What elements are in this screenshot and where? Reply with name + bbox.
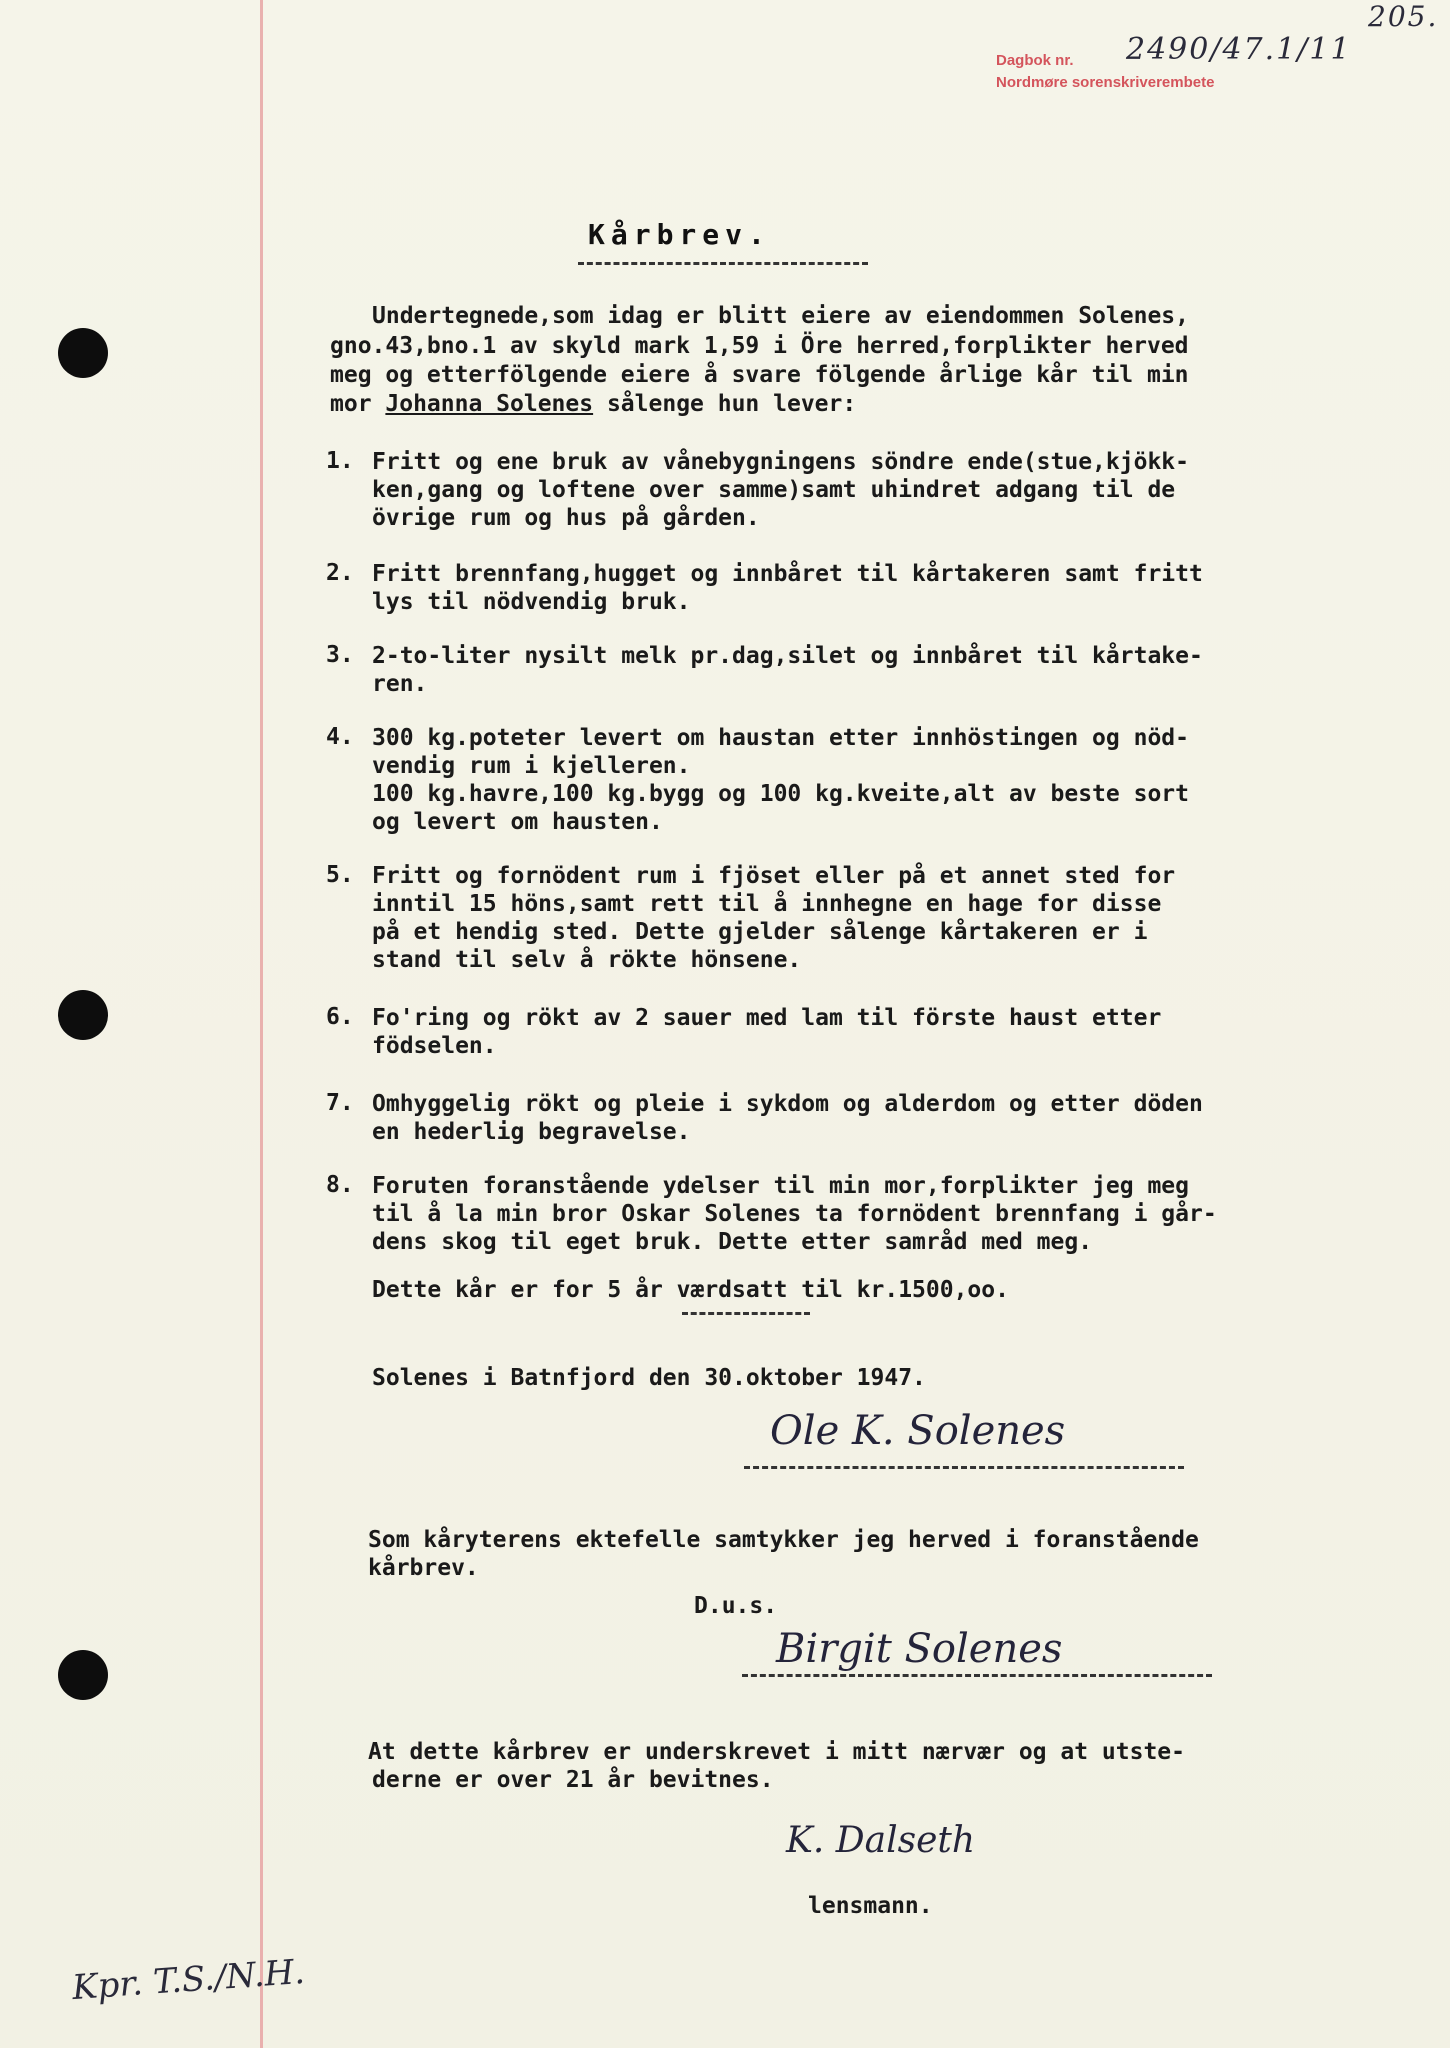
item-line: ren.: [372, 671, 428, 697]
item-number: 5.: [326, 862, 354, 888]
item-line: en hederlig begravelse.: [372, 1119, 691, 1145]
valuation-rule: [682, 1312, 810, 1315]
item-number: 7.: [326, 1090, 354, 1116]
item-line: lys til nödvendig bruk.: [372, 589, 691, 615]
intro-line-1: Undertegnede,som idag er blitt eiere av eiendommen Solenes,: [372, 303, 1189, 329]
item-line: Fritt brennfang,hugget og innbåret til kårtakeren samt fritt: [372, 561, 1203, 587]
item-line: inntil 15 höns,samt rett til å innhegne en hage for disse: [372, 891, 1162, 917]
stamp-line-1: Dagbok nr.: [996, 52, 1074, 69]
item-line: 300 kg.poteter levert om haustan etter innhöstingen og nöd-: [372, 725, 1189, 751]
item-line: Fritt og fornödent rum i fjöset eller på et annet sted for: [372, 863, 1176, 889]
punch-hole-top: [58, 328, 108, 378]
stamp-handwritten-number: 2490/47.1/11: [1126, 32, 1352, 67]
item-number: 3.: [326, 642, 354, 668]
item-line: Omhyggelig rökt og pleie i sykdom og alderdom og etter döden: [372, 1091, 1203, 1117]
dus-label: D.u.s.: [694, 1593, 778, 1619]
item-number: 4.: [326, 724, 354, 750]
punch-hole-middle: [58, 990, 108, 1040]
item-line: Foruten foranstående ydelser til min mor,forplikter jeg meg: [372, 1173, 1189, 1199]
item-line: stand til selv å rökte hönsene.: [372, 947, 802, 973]
item-number: 8.: [326, 1172, 354, 1198]
item-line: födselen.: [372, 1033, 497, 1059]
item-line: 2-to-liter nysilt melk pr.dag,silet og innbåret til kårtake-: [372, 643, 1203, 669]
signature-spouse: Birgit Solenes: [776, 1626, 1063, 1672]
witness-line-1: At dette kårbrev er underskrevet i mitt nærvær og at utste-: [368, 1739, 1185, 1765]
item-line: dens skog til eget bruk. Dette etter samråd med meg.: [372, 1229, 1093, 1255]
intro-line-2: gno.43,bno.1 av skyld mark 1,59 i Öre herred,forplikter herved: [330, 333, 1189, 359]
item-line: og levert om hausten.: [372, 809, 663, 835]
item-line: vendig rum i kjelleren.: [372, 753, 691, 779]
intro-line-3: meg og etterfölgende eiere å svare fölgende årlige kår til min: [330, 362, 1189, 388]
item-line: 100 kg.havre,100 kg.bygg og 100 kg.kveite,alt av beste sort: [372, 781, 1189, 807]
item-line: ken,gang og loftene over samme)samt uhindret adgang til de: [372, 477, 1176, 503]
item-number: 1.: [326, 448, 354, 474]
margin-line: [260, 0, 263, 2048]
intro-line-4: mor Johanna Solenes sålenge hun lever:: [330, 391, 857, 417]
consent-line-1: Som kåryterens ektefelle samtykker jeg herved i foranstående: [368, 1527, 1199, 1553]
punch-hole-bottom: [58, 1650, 108, 1700]
item-line: til å la min bror Oskar Solenes ta fornödent brennfang i går-: [372, 1201, 1217, 1227]
place-date-line: Solenes i Batnfjord den 30.oktober 1947.: [372, 1365, 926, 1391]
consent-line-2: kårbrev.: [368, 1555, 479, 1581]
officer-title: lensmann.: [808, 1893, 933, 1919]
title-underline: [578, 262, 868, 265]
signature-owner: Ole K. Solenes: [770, 1408, 1066, 1454]
item-line: Fritt og ene bruk av vånebygningens söndre ende(stue,kjökk-: [372, 449, 1189, 475]
witness-line-2: derne er over 21 år bevitnes.: [372, 1767, 774, 1793]
valuation-line: Dette kår er for 5 år værdsatt til kr.1500,oo.: [372, 1277, 1009, 1303]
stamp-line-2: Nordmøre sorenskriverembete: [996, 74, 1215, 91]
document-title: Kårbrev.: [588, 218, 771, 251]
page-number: 205.: [1368, 0, 1439, 33]
item-number: 2.: [326, 560, 354, 586]
signature-line-owner: [744, 1466, 1184, 1469]
item-number: 6.: [326, 1004, 354, 1030]
item-line: övrige rum og hus på gården.: [372, 505, 760, 531]
item-line: Fo'ring og rökt av 2 sauer med lam til förste haust etter: [372, 1005, 1162, 1031]
item-line: på et hendig sted. Dette gjelder sålenge kårtakeren er i: [372, 919, 1148, 945]
margin-note: Kpr. T.S./N.H.: [70, 1951, 307, 2009]
beneficiary-name: Johanna Solenes: [385, 391, 594, 417]
signature-line-spouse: [742, 1674, 1212, 1677]
signature-officer: K. Dalseth: [786, 1820, 976, 1861]
